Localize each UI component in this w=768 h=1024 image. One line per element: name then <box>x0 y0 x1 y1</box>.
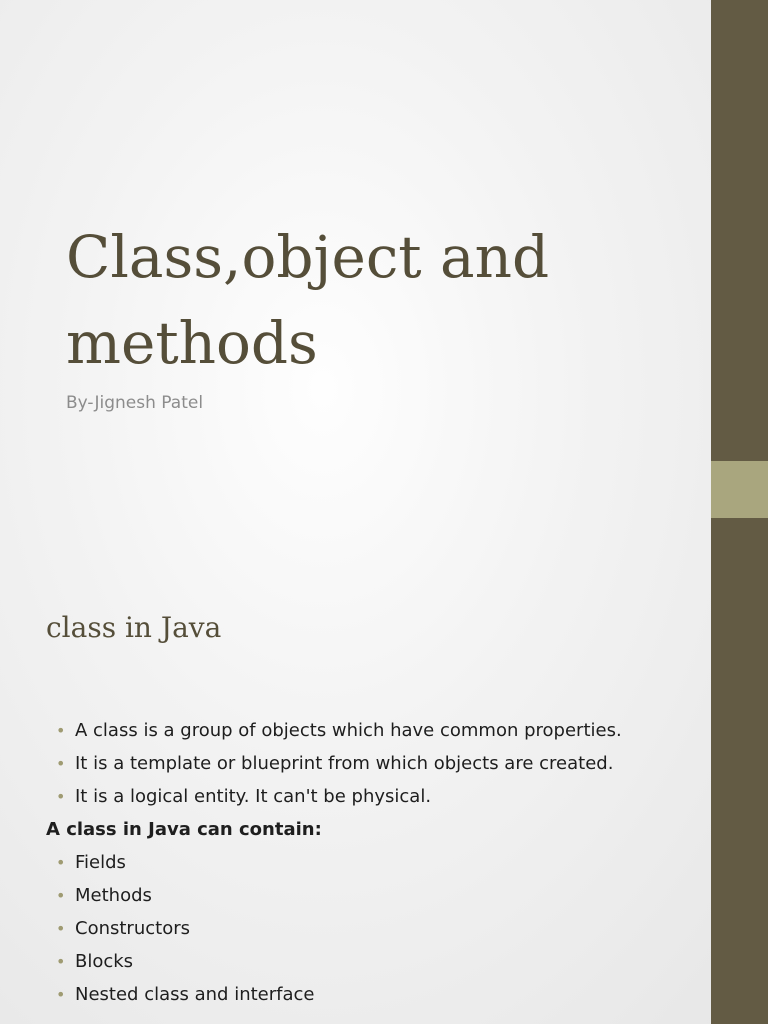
slide-title: Class,object and methods <box>66 223 550 377</box>
list-item-text: It is a template or blueprint from which objects are created. <box>75 753 614 774</box>
sidebar-accent-block <box>711 461 768 518</box>
bullet-list <box>46 714 706 813</box>
list-item-text: Constructors <box>75 918 190 939</box>
list-item <box>46 912 706 945</box>
bullet-icon: • <box>56 919 66 938</box>
list-item <box>46 846 706 879</box>
list-item-text: Methods <box>75 885 152 906</box>
list-item-text: It is a logical entity. It can't be physical. <box>75 786 432 807</box>
list-item <box>46 978 706 1011</box>
bullet-icon: • <box>56 886 66 905</box>
lead-text: A class in Java can contain: <box>46 819 322 840</box>
list-item-text: Nested class and interface <box>75 984 315 1005</box>
slide-body <box>46 714 706 1011</box>
list-item-text: A class is a group of objects which have common properties. <box>75 720 622 741</box>
list-item <box>46 747 706 780</box>
list-item <box>46 780 706 813</box>
bullet-icon: • <box>56 787 66 806</box>
list-item <box>46 879 706 912</box>
list-item-text: Blocks <box>75 951 134 972</box>
section-heading: class in Java <box>46 611 222 644</box>
slide-subtitle: By-Jignesh Patel <box>66 393 204 413</box>
bullet-icon: • <box>56 952 66 971</box>
bullet-icon: • <box>56 754 66 773</box>
sub-bullet-list <box>46 846 706 1011</box>
bullet-icon: • <box>56 721 66 740</box>
bullet-icon: • <box>56 853 66 872</box>
bullet-icon: • <box>56 985 66 1004</box>
list-item <box>46 945 706 978</box>
list-item-text: Fields <box>75 852 126 873</box>
list-item <box>46 714 706 747</box>
